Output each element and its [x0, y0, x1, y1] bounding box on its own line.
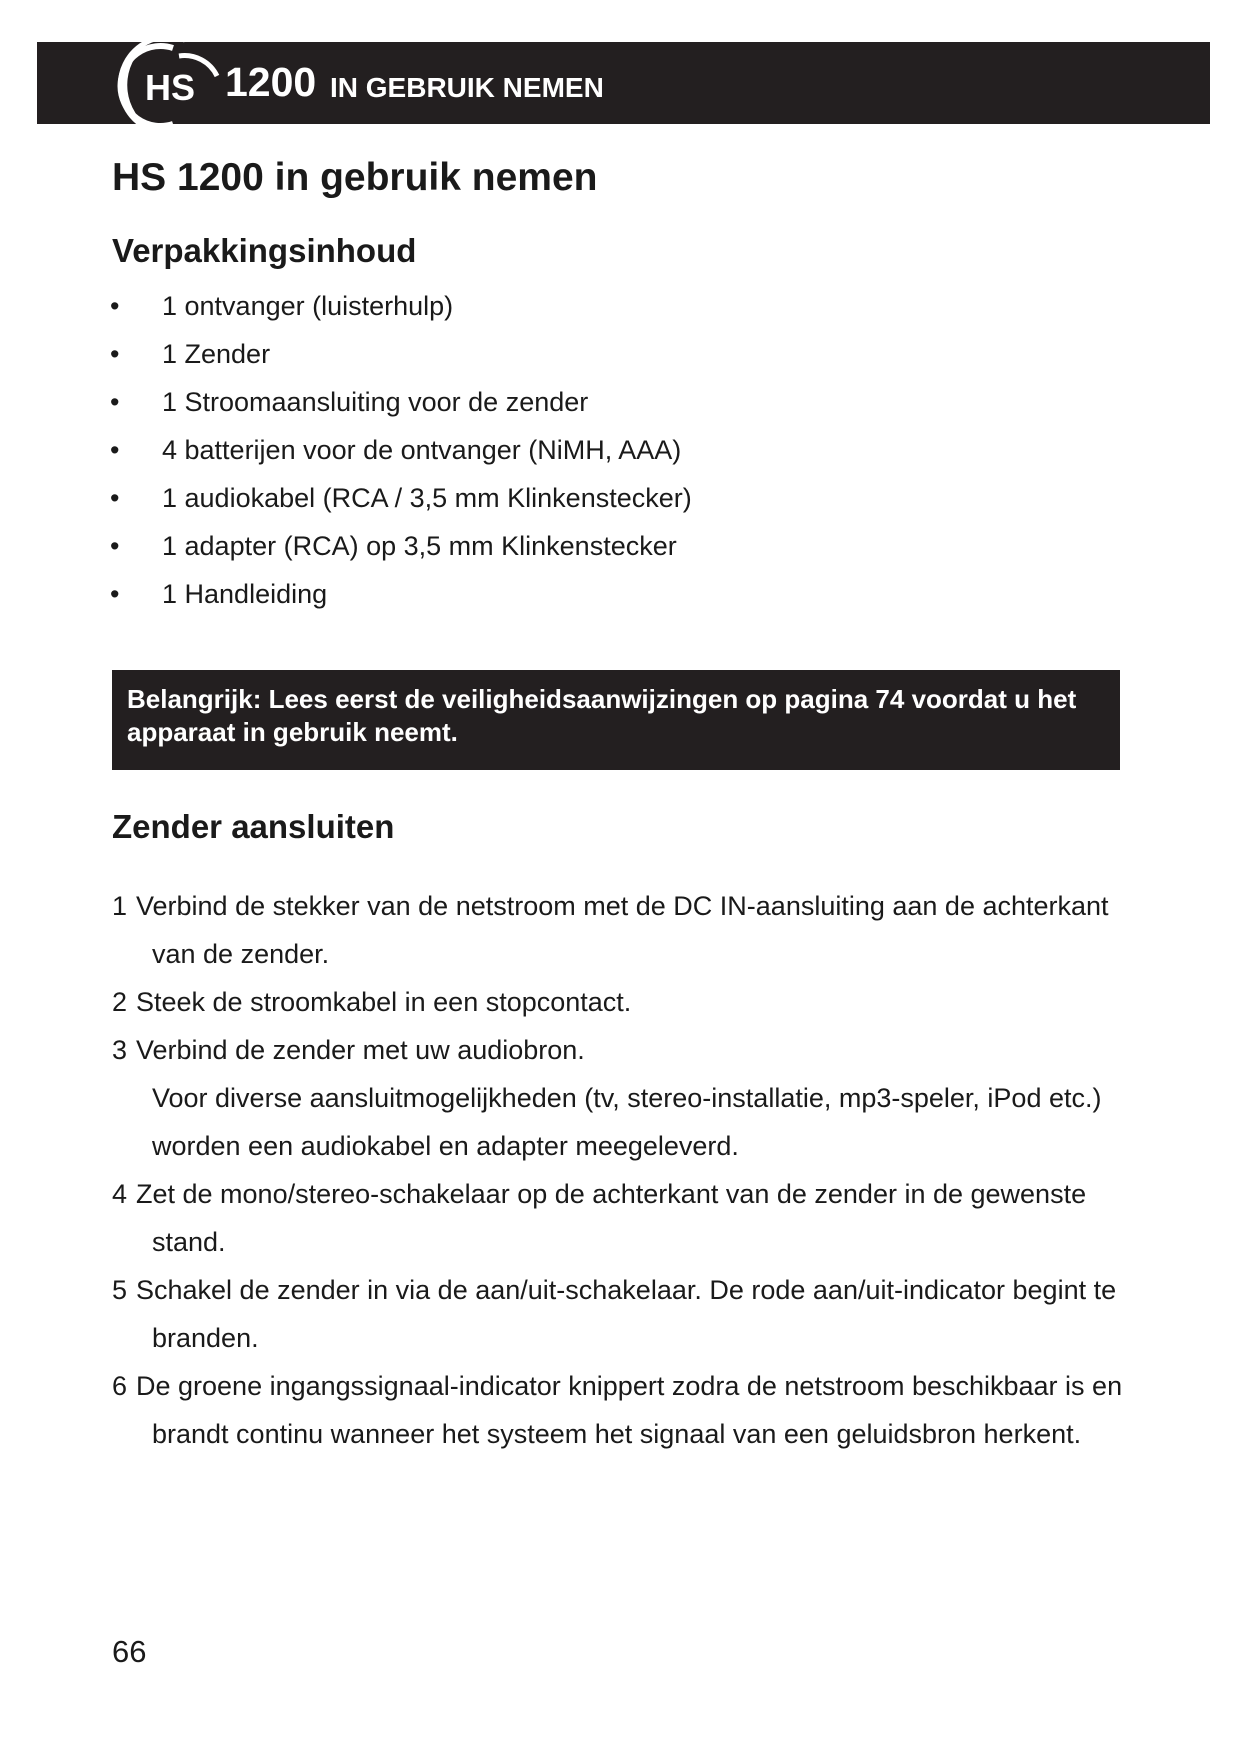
connect-heading: Zender aansluiten: [112, 808, 395, 845]
list-item: [108, 426, 1008, 474]
warning-box: Belangrijk: Lees eerst de veiligheidsaanwijzingen op pagina 74 voordat u het apparaat in gebruik neemt.: [112, 670, 1120, 770]
step-text: Zet de mono/stereo-schakelaar op de achterkant van de zender in de gewenste stand.: [136, 1179, 1087, 1257]
list-item: [108, 570, 1008, 618]
bullet-icon: •: [110, 483, 120, 513]
step-note: Voor diverse aansluitmogelijkheden (tv, stereo-installatie, mp3-speler, iPod etc.) worden een audiokabel en adapter meegeleverd.: [152, 1083, 1102, 1161]
header-model: 1200: [225, 59, 317, 105]
list-item-text: 1 Handleiding: [162, 579, 328, 609]
connect-steps: [112, 882, 1142, 1458]
list-item: [108, 522, 1008, 570]
step-item: [112, 1266, 1142, 1362]
list-item-text: 1 ontvanger (luisterhulp): [162, 291, 454, 321]
list-item: [108, 330, 1008, 378]
step-number: 3: [112, 1035, 128, 1065]
step-item: [112, 978, 1142, 1026]
header-title: IN GEBRUIK NEMEN: [330, 72, 604, 103]
step-number: 6: [112, 1371, 128, 1401]
bullet-icon: •: [110, 435, 120, 465]
step-number: 1: [112, 891, 128, 921]
step-text: Verbind de stekker van de netstroom met de DC IN-aansluiting aan de achterkant van de zender.: [136, 891, 1109, 969]
list-item: [108, 378, 1008, 426]
page-title: HS 1200 in gebruik nemen: [112, 156, 598, 199]
step-number: 2: [112, 987, 128, 1017]
step-number: 4: [112, 1179, 128, 1209]
step-item: [112, 882, 1142, 978]
list-item-text: 1 Zender: [162, 339, 271, 369]
logo-text: HS: [145, 67, 196, 108]
bullet-icon: •: [110, 291, 120, 321]
list-item: [108, 474, 1008, 522]
list-item-text: 1 adapter (RCA) op 3,5 mm Klinkenstecker: [162, 531, 677, 561]
list-item-text: 4 batterijen voor de ontvanger (NiMH, AAA): [162, 435, 682, 465]
step-item: [112, 1170, 1142, 1266]
bullet-icon: •: [110, 387, 120, 417]
packaging-list: [108, 282, 1008, 618]
bullet-icon: •: [110, 579, 120, 609]
step-item: [112, 1362, 1142, 1458]
bullet-icon: •: [110, 339, 120, 369]
packaging-heading: Verpakkingsinhoud: [112, 232, 417, 269]
header-bar: [37, 42, 1210, 124]
page-number: 66: [112, 1634, 147, 1669]
step-item: [112, 1026, 1142, 1170]
bullet-icon: •: [110, 531, 120, 561]
step-text: Steek de stroomkabel in een stopcontact.: [136, 987, 632, 1017]
list-item-text: 1 Stroomaansluiting voor de zender: [162, 387, 589, 417]
step-number: 5: [112, 1275, 128, 1305]
step-text: Verbind de zender met uw audiobron.: [136, 1035, 585, 1065]
list-item: [108, 282, 1008, 330]
step-text: Schakel de zender in via de aan/uit-schakelaar. De rode aan/uit-indicator begint te branden.: [136, 1275, 1117, 1353]
step-text: De groene ingangssignaal-indicator knippert zodra de netstroom beschikbaar is en brandt continu wanneer het systeem het signaal van een geluidsbron herkent.: [136, 1371, 1123, 1449]
list-item-text: 1 audiokabel (RCA / 3,5 mm Klinkenstecker): [162, 483, 692, 513]
